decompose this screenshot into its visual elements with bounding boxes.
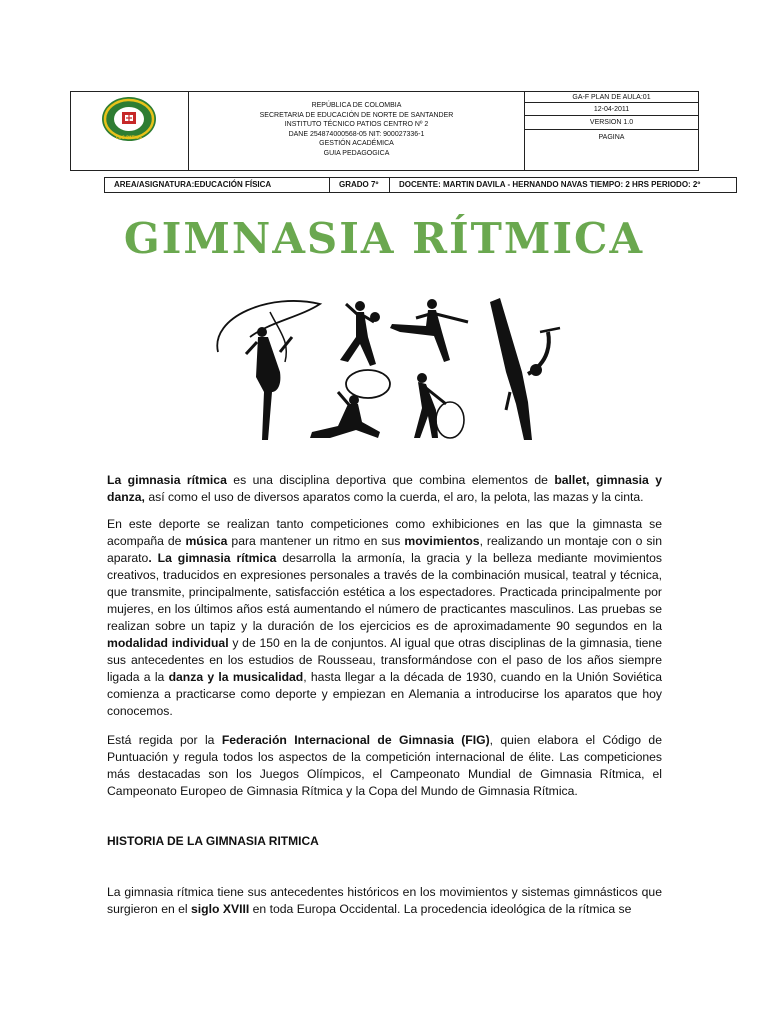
text-bold: . La gimnasia rítmica bbox=[148, 551, 277, 565]
gymnast-leap-silhouette bbox=[390, 299, 468, 362]
text-bold: música bbox=[185, 534, 228, 548]
text: así como el uso de diversos aparatos como la cuerda, el aro, la pelota, las mazas y la cinta. bbox=[144, 490, 644, 504]
gymnast-ball-silhouette bbox=[340, 301, 380, 366]
institution-line: INSTITUTO TÉCNICO PATIOS CENTRO Nº 2 bbox=[284, 121, 429, 128]
gymnast-ribbon-silhouette bbox=[217, 301, 320, 440]
text: La gimnasia rítmica tiene sus antecedentes históricos en los movimientos y sistemas gimnásticos que surgieron en el bbox=[107, 885, 662, 916]
institution-line: GUIA PEDAGOGICA bbox=[323, 149, 390, 157]
text-bold: siglo XVIII bbox=[191, 902, 250, 916]
meta-version: VERSION 1.0 bbox=[525, 116, 698, 130]
grade: GRADO 7º bbox=[329, 178, 389, 192]
history-paragraph bbox=[107, 884, 662, 918]
text: y de 150 en la de conjuntos. Al igual que otras disciplinas de la gimnasia, tiene sus antecedentes en los estudios de Rousseau, transformándose con el paso de los años siempre ligada a la bbox=[107, 636, 662, 684]
text: Está regida por la bbox=[107, 733, 222, 747]
text: es una disciplina deportiva que combina elementos de bbox=[226, 473, 555, 487]
text-bold: La gimnasia rítmica bbox=[107, 473, 227, 487]
text: , quien elabora el Código de Puntuación y regula todos los aspectos de la competición internacional de élite. Las competiciones más destacadas son los Juegos Olímpicos, el Campeonato Mundial de Gimnasia Rítmica, el Campeonato Europeo de Gimnasia Rítmica y la Copa del Mundo de Gimnasia Rítmica. bbox=[107, 733, 662, 798]
gymnast-bend-silhouette bbox=[414, 373, 464, 438]
school-logo bbox=[101, 95, 157, 143]
text-bold: Federación Internacional de Gimnasia (FIG) bbox=[221, 733, 490, 747]
gymnast-clubs-silhouette bbox=[490, 298, 560, 440]
text-bold: ballet, gimnasia y danza, bbox=[107, 473, 662, 504]
text-bold: movimientos bbox=[404, 534, 480, 548]
text-bold: modalidad individual bbox=[107, 636, 229, 650]
document-header-table bbox=[70, 91, 699, 171]
institution-line: DANE 254874000568-05 NIT: 900027336-1 bbox=[288, 130, 425, 138]
rhythmic-gymnasts-illustration bbox=[210, 292, 570, 442]
institution-line: REPÚBLICA DE COLOMBIA bbox=[311, 102, 402, 109]
text: En este deporte se realizan tanto competiciones como exhibiciones en las que la gimnasta se acompaña de bbox=[107, 517, 662, 548]
institution-line: SECRETARIA DE EDUCACIÓN DE NORTE DE SANTANDER bbox=[259, 111, 454, 119]
text-bold: danza y la musicalidad bbox=[168, 670, 304, 684]
text: en toda Europa Occidental. La procedencia ideológica de la rítmica se bbox=[249, 902, 632, 916]
document-meta bbox=[525, 92, 698, 170]
fig-paragraph bbox=[107, 732, 662, 800]
institution-line: GESTIÓN ACADÉMICA bbox=[319, 140, 394, 147]
description-paragraph bbox=[107, 516, 662, 720]
text: , realizando un montaje con o sin aparato bbox=[107, 534, 662, 565]
meta-date: 12-04-2011 bbox=[525, 103, 698, 116]
text: para mantener un ritmo en sus bbox=[227, 534, 405, 548]
teacher-time-period: DOCENTE: MARTIN DAVILA - HERNANDO NAVAS TIEMPO: 2 HRS PERIODO: 2º bbox=[389, 178, 736, 192]
subject-area: AREA/ASIGNATURA:EDUCACIÓN FÍSICA bbox=[114, 180, 272, 189]
course-info-row bbox=[104, 177, 737, 193]
text: , hasta llegar a la década de 1930, cuando en la Unión Soviética comienza a practicarse como deporte y empiezan en Alemania a introducirse los aparatos que hoy conocemos. bbox=[107, 670, 662, 718]
svg-text:LOS PATIOS: LOS PATIOS bbox=[116, 135, 142, 140]
institution-info bbox=[189, 92, 525, 170]
intro-paragraph bbox=[107, 472, 662, 506]
page-title: GIMNASIA RÍTMICA bbox=[123, 214, 645, 263]
meta-page: PAGINA bbox=[598, 134, 625, 141]
text: desarrolla la armonía, la gracia y la belleza mediante movimientos creativos, traducidos en expresiones personales a través de la combinación musical, teatral y técnica, que transmite, principalmente, satisfacción estética a los espectadores. Practicada principalmente por mujeres, en los últimos años está aumentando el número de practicantes masculinos. Las pruebas se realizan sobre un tapiz y la duración de los ejercicios es de aproximadamente 90 segundos en la bbox=[107, 551, 662, 633]
section-heading: HISTORIA DE LA GIMNASIA RITMICA bbox=[107, 834, 319, 848]
meta-code: GA-F PLAN DE AULA:01 bbox=[525, 92, 698, 103]
gymnast-hoop-silhouette bbox=[310, 370, 390, 438]
